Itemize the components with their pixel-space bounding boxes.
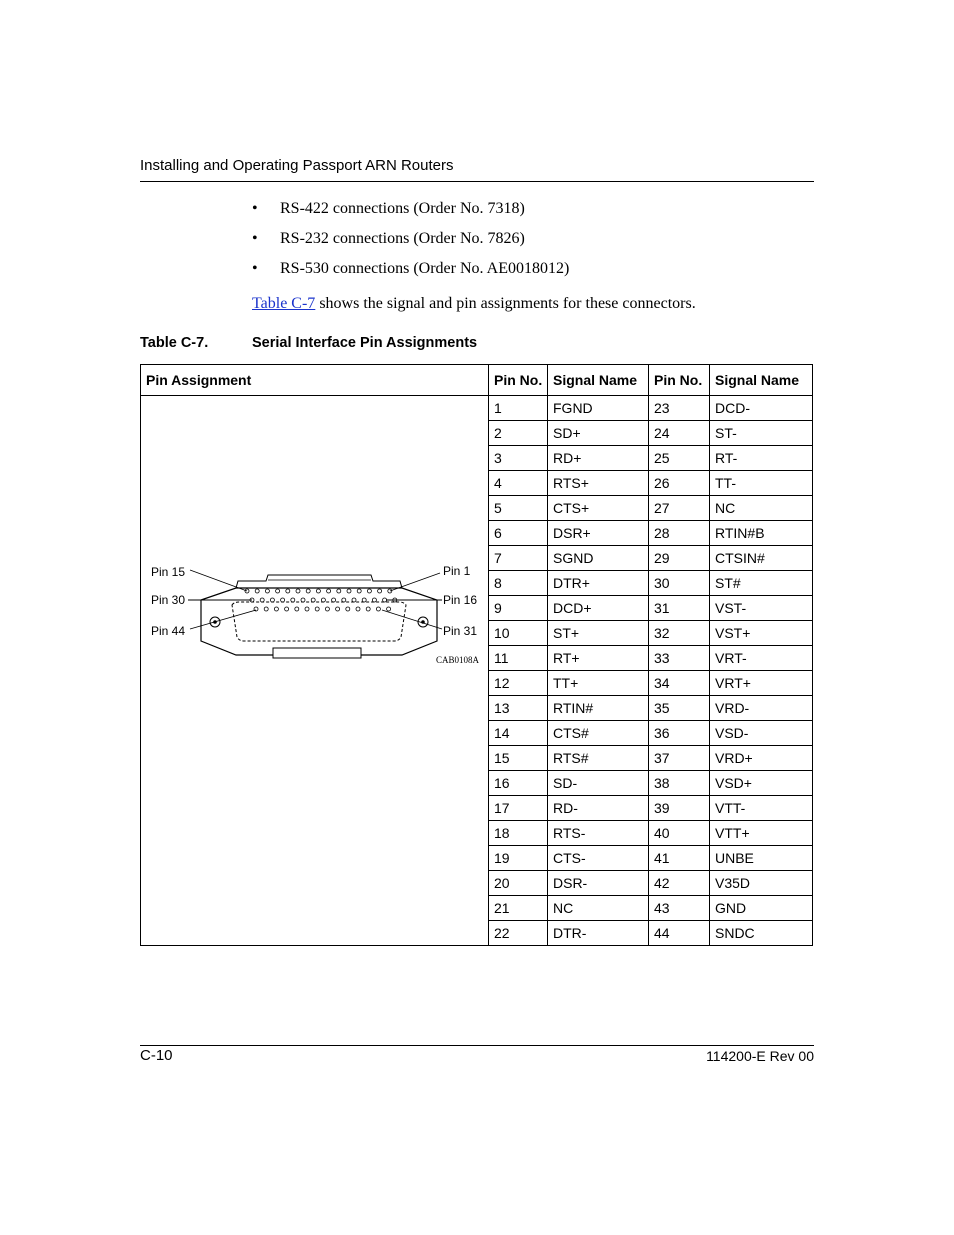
signal-name: RD+ [548, 446, 649, 471]
pin-number: 34 [649, 671, 710, 696]
bullet-glyph: • [252, 260, 258, 277]
pin-assignment-diagram-cell [141, 396, 489, 946]
pin-number: 1 [489, 396, 548, 421]
label-pin15: Pin 15 [151, 564, 186, 579]
pin-number: 19 [489, 846, 548, 871]
pin-number: 14 [489, 721, 548, 746]
header-pin-no: Pin No. [489, 365, 548, 396]
signal-name: NC [710, 496, 813, 521]
header-signal-name: Signal Name [548, 365, 649, 396]
signal-name: VST- [710, 596, 813, 621]
pin-number: 40 [649, 821, 710, 846]
signal-name: VST+ [710, 621, 813, 646]
header-rule [140, 181, 814, 182]
signal-name: FGND [548, 396, 649, 421]
signal-name: SD+ [548, 421, 649, 446]
signal-name: GND [710, 896, 813, 921]
table-reference-link[interactable]: Table C-7 [252, 295, 316, 312]
signal-name: VTT- [710, 796, 813, 821]
footer-rule [140, 1045, 814, 1046]
pin-number: 42 [649, 871, 710, 896]
paragraph-text: shows the signal and pin assignments for these connectors. [315, 295, 696, 312]
body-paragraph [252, 294, 696, 314]
signal-name: RT- [710, 446, 813, 471]
running-header: Installing and Operating Passport ARN Routers [140, 157, 454, 174]
header-pin-assignment: Pin Assignment [141, 365, 489, 396]
document-number: 114200-E Rev 00 [706, 1048, 814, 1064]
signal-name: CTS# [548, 721, 649, 746]
pin-number: 9 [489, 596, 548, 621]
pin-number: 24 [649, 421, 710, 446]
pin-number: 32 [649, 621, 710, 646]
pin-number: 22 [489, 921, 548, 946]
signal-name: CTS- [548, 846, 649, 871]
pin-number: 44 [649, 921, 710, 946]
pin-number: 8 [489, 571, 548, 596]
signal-name: NC [548, 896, 649, 921]
connector-label-plate [273, 648, 361, 658]
pin-number: 15 [489, 746, 548, 771]
pin-number: 4 [489, 471, 548, 496]
header-pin-no-2: Pin No. [649, 365, 710, 396]
signal-name: RTS+ [548, 471, 649, 496]
pin-number: 35 [649, 696, 710, 721]
signal-name: RTS- [548, 821, 649, 846]
signal-name: RD- [548, 796, 649, 821]
signal-name: VRT- [710, 646, 813, 671]
signal-name: DTR- [548, 921, 649, 946]
signal-name: ST+ [548, 621, 649, 646]
list-item [252, 229, 569, 259]
pin-number: 36 [649, 721, 710, 746]
pin-number: 31 [649, 596, 710, 621]
label-pin31: Pin 31 [443, 623, 478, 638]
bullet-glyph: • [252, 200, 258, 217]
pin-number: 17 [489, 796, 548, 821]
signal-name: DSR+ [548, 521, 649, 546]
signal-name: RTIN# [548, 696, 649, 721]
pin-number: 11 [489, 646, 548, 671]
pin-number: 6 [489, 521, 548, 546]
page-number: C-10 [140, 1047, 173, 1064]
pin-number: 16 [489, 771, 548, 796]
signal-name: DCD- [710, 396, 813, 421]
connector-diagram [146, 397, 489, 945]
signal-name: ST# [710, 571, 813, 596]
caption-label: Table C-7. [140, 335, 209, 351]
header-signal-name-2: Signal Name [710, 365, 813, 396]
pin-number: 20 [489, 871, 548, 896]
list-item [252, 199, 569, 229]
pin-number: 27 [649, 496, 710, 521]
signal-name: RTIN#B [710, 521, 813, 546]
pin-number: 39 [649, 796, 710, 821]
pin-number: 43 [649, 896, 710, 921]
pin-number: 2 [489, 421, 548, 446]
pin-number: 25 [649, 446, 710, 471]
connector-list [252, 199, 569, 289]
signal-name: SD- [548, 771, 649, 796]
connector-top-cover [236, 575, 402, 588]
signal-name: VRT+ [710, 671, 813, 696]
signal-name: DSR- [548, 871, 649, 896]
list-item-text: RS-422 connections (Order No. 7318) [280, 200, 525, 217]
signal-name: CTSIN# [710, 546, 813, 571]
figure-id: CAB0108A [436, 654, 480, 665]
pin-number: 10 [489, 621, 548, 646]
label-pin44: Pin 44 [151, 623, 186, 638]
signal-name: VSD- [710, 721, 813, 746]
signal-name: VRD- [710, 696, 813, 721]
signal-name: DCD+ [548, 596, 649, 621]
pin-assignment-table [140, 364, 813, 946]
signal-name: TT- [710, 471, 813, 496]
table-row [141, 396, 813, 421]
list-item-text: RS-530 connections (Order No. AE0018012) [280, 260, 570, 277]
pin-number: 41 [649, 846, 710, 871]
signal-name: ST- [710, 421, 813, 446]
pin-number: 37 [649, 746, 710, 771]
signal-name: TT+ [548, 671, 649, 696]
label-pin1: Pin 1 [443, 563, 471, 578]
signal-name: RT+ [548, 646, 649, 671]
list-item [252, 259, 569, 289]
pin-number: 18 [489, 821, 548, 846]
pin-number: 30 [649, 571, 710, 596]
signal-name: CTS+ [548, 496, 649, 521]
signal-name: DTR+ [548, 571, 649, 596]
label-pin16: Pin 16 [443, 592, 478, 607]
pin-number: 13 [489, 696, 548, 721]
pin-number: 38 [649, 771, 710, 796]
signal-name: SGND [548, 546, 649, 571]
pin-number: 33 [649, 646, 710, 671]
signal-name: VSD+ [710, 771, 813, 796]
pin-number: 5 [489, 496, 548, 521]
leader-line-pin1 [390, 573, 440, 591]
signal-name: VRD+ [710, 746, 813, 771]
table-header-row [141, 365, 813, 396]
pin-number: 29 [649, 546, 710, 571]
signal-name: UNBE [710, 846, 813, 871]
caption-title: Serial Interface Pin Assignments [252, 335, 478, 351]
connector-shell [201, 588, 437, 655]
pin-number: 28 [649, 521, 710, 546]
signal-name: VTT+ [710, 821, 813, 846]
pin-number: 21 [489, 896, 548, 921]
signal-name: SNDC [710, 921, 813, 946]
pin-number: 26 [649, 471, 710, 496]
list-item-text: RS-232 connections (Order No. 7826) [280, 230, 525, 247]
pin-number: 23 [649, 396, 710, 421]
signal-name: RTS# [548, 746, 649, 771]
pin-number: 12 [489, 671, 548, 696]
table-caption [140, 335, 478, 351]
signal-name: V35D [710, 871, 813, 896]
pin-number: 7 [489, 546, 548, 571]
bullet-glyph: • [252, 230, 258, 247]
pin-number: 3 [489, 446, 548, 471]
label-pin30: Pin 30 [151, 592, 186, 607]
